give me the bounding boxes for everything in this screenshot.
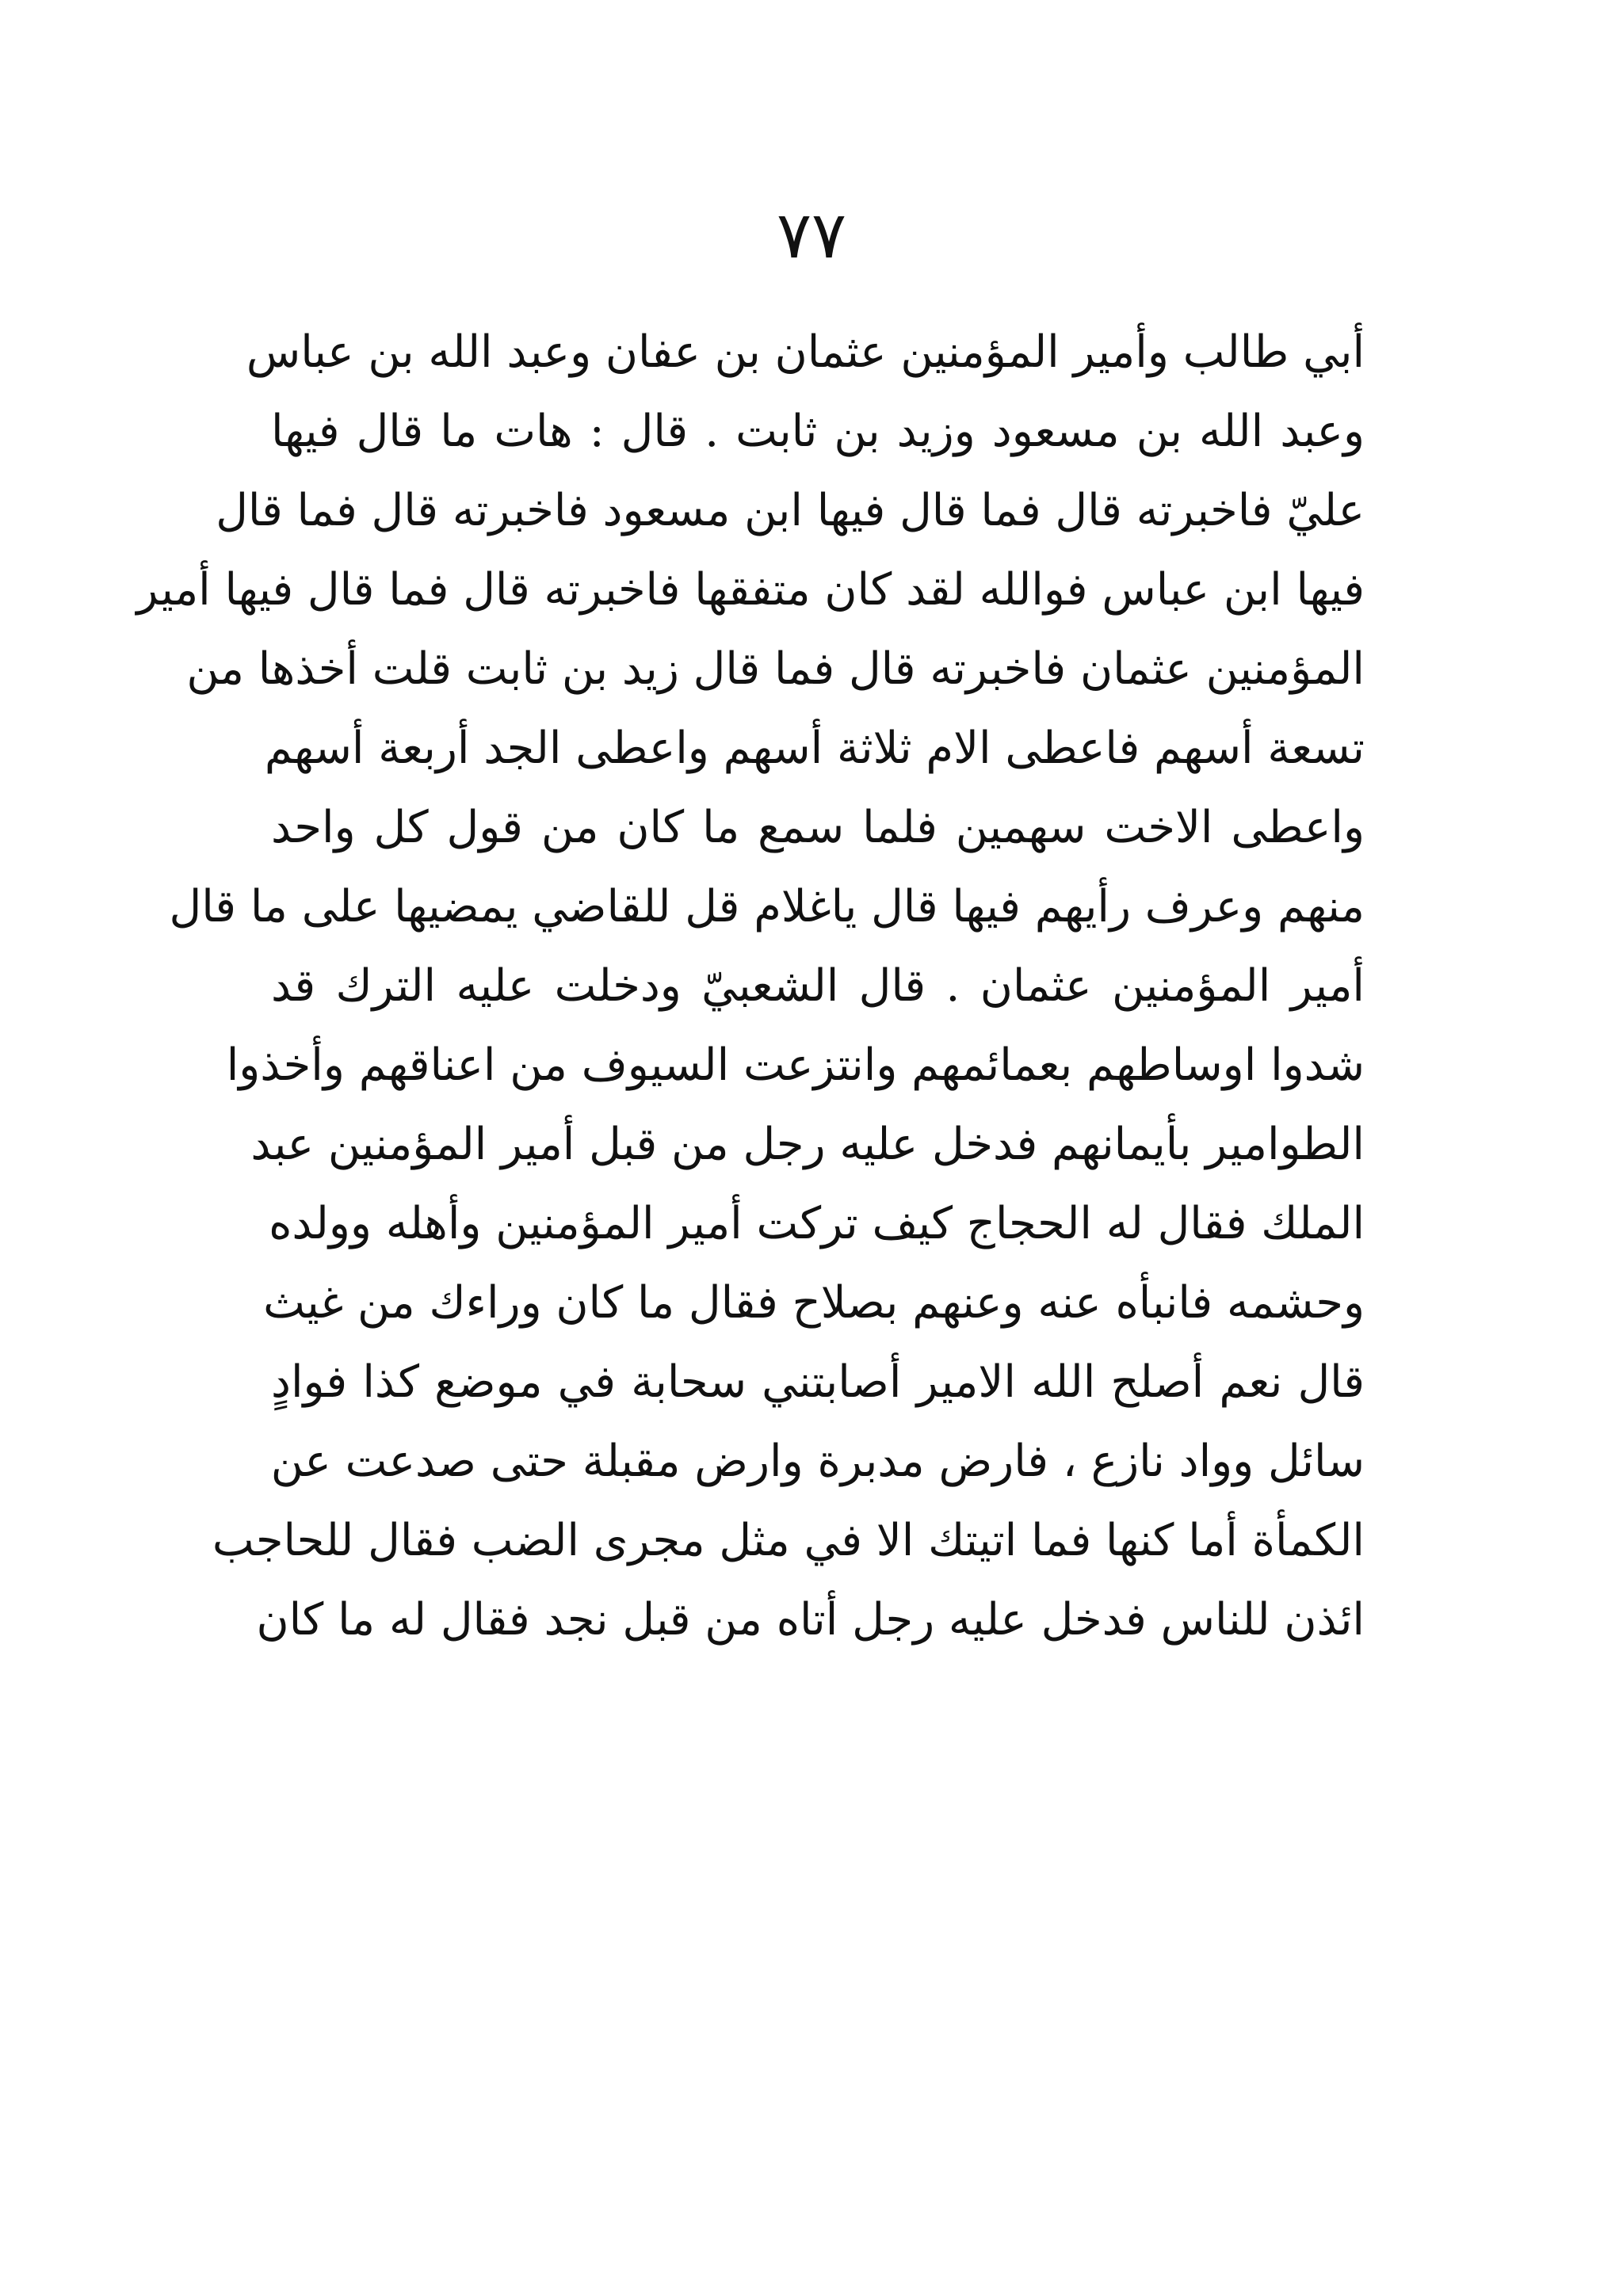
text-line: أبي طالب وأمير المؤمنين عثمان بن عفان وعبد الله بن عباس [246,326,1365,378]
text-line: عليّ فاخبرته قال فما قال فيها ابن مسعود فاخبرته قال فما قال [216,485,1365,536]
text-line: وحشمه فانبأه عنه وعنهم بصلاح فقال ما كان وراءك من غيث [263,1277,1365,1329]
page-number: ٧٧ [776,198,847,273]
text-line: الكمأة أما كنها فما اتيتك الا في مثل مجرى الضب فقال للحاجب [212,1515,1365,1566]
text-line: ائذن للناس فدخل عليه رجل أتاه من قبل نجد فقال له ما كان [256,1594,1365,1646]
text-line: المؤمنين عثمان فاخبرته قال فما قال زيد بن ثابت قلت أخذها من [186,643,1365,695]
text-line: واعطى الاخت سهمين فلما سمع ما كان من قول كل واحد [271,802,1365,853]
body-text [136,313,1365,1660]
text-line: تسعة أسهم فاعطى الام ثلاثة أسهم واعطى الجد أربعة أسهم [264,723,1365,774]
text-line: سائل وواد نازع ، فارض مدبرة وارض مقبلة حتى صدعت عن [270,1436,1365,1487]
text-line: أمير المؤمنين عثمان . قال الشعبيّ ودخلت عليه الترك قد [271,960,1365,1012]
text-line: الطوامير بأيمانهم فدخل عليه رجل من قبل أمير المؤمنين عبد [250,1119,1365,1170]
text-line: الملك فقال له الحجاج كيف تركت أمير المؤمنين وأهله وولده [269,1198,1365,1249]
text-line: شدوا اوساطهم بعمائمهم وانتزعت السيوف من اعناقهم وأخذوا [226,1039,1365,1091]
text-line: قال نعم أصلح الله الامير أصابتني سحابة في موضع كذا فوادٍ [271,1356,1365,1408]
text-line: وعبد الله بن مسعود وزيد بن ثابت . قال : هات ما قال فيها [271,406,1365,457]
text-line: فيها ابن عباس فوالله لقد كان متفقها فاخبرته قال فما قال فيها أمير [136,564,1365,616]
text-line: منهم وعرف رأيهم فيها قال ياغلام قل للقاضي يمضيها على ما قال [169,881,1365,933]
